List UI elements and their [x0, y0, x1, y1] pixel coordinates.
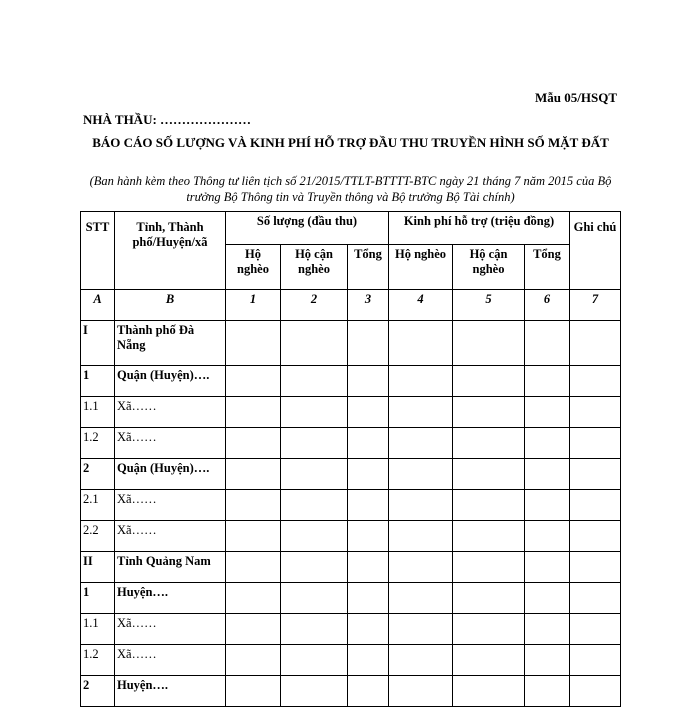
index-cell: 4 [389, 290, 453, 321]
table-cell[interactable] [525, 490, 570, 521]
table-cell[interactable] [226, 428, 281, 459]
table-cell[interactable] [570, 614, 621, 645]
table-cell[interactable] [453, 428, 525, 459]
row-name: Quận (Huyện)…. [115, 366, 226, 397]
table-cell[interactable] [453, 397, 525, 428]
table-cell[interactable] [525, 552, 570, 583]
table-cell[interactable] [226, 397, 281, 428]
table-cell[interactable] [389, 552, 453, 583]
table-cell[interactable] [348, 583, 389, 614]
table-cell[interactable] [389, 397, 453, 428]
table-row [81, 614, 621, 645]
table-cell[interactable] [281, 614, 348, 645]
row-stt: 1.2 [81, 645, 115, 676]
table-cell[interactable] [226, 676, 281, 707]
table-cell[interactable] [281, 521, 348, 552]
table-cell[interactable] [570, 521, 621, 552]
table-cell[interactable] [281, 552, 348, 583]
header-poor-funding: Hộ nghèo [389, 245, 453, 290]
row-name: Xã…… [115, 521, 226, 552]
table-cell[interactable] [570, 428, 621, 459]
report-table [80, 211, 621, 707]
document-subtitle: (Ban hành kèm theo Thông tư liên tịch số 21/2015/TTLT-BTTTT-BTC ngày 21 tháng 7 năm 2015 của Bộ trưởng Bộ Thông tin và Truyền thông và Bộ trưởng Bộ Tài chính) [89, 174, 612, 204]
table-cell[interactable] [389, 490, 453, 521]
row-name: Xã…… [115, 397, 226, 428]
table-cell[interactable] [348, 552, 389, 583]
table-cell[interactable] [348, 614, 389, 645]
table-cell[interactable] [453, 583, 525, 614]
header-total-funding: Tổng [525, 245, 570, 290]
index-cell: A [81, 290, 115, 321]
table-cell[interactable] [281, 397, 348, 428]
table-cell[interactable] [525, 521, 570, 552]
row-name: Quận (Huyện)…. [115, 459, 226, 490]
table-cell[interactable] [453, 676, 525, 707]
table-cell[interactable] [389, 645, 453, 676]
row-stt: I [81, 321, 115, 366]
table-cell[interactable] [226, 614, 281, 645]
row-name: Xã…… [115, 614, 226, 645]
table-row [81, 366, 621, 397]
table-cell[interactable] [348, 490, 389, 521]
table-cell[interactable] [348, 521, 389, 552]
table-row [81, 583, 621, 614]
index-cell: 2 [281, 290, 348, 321]
row-stt: 1.1 [81, 614, 115, 645]
table-cell[interactable] [570, 645, 621, 676]
table-cell[interactable] [453, 614, 525, 645]
table-cell[interactable] [226, 321, 281, 366]
table-cell[interactable] [281, 490, 348, 521]
table-row [81, 490, 621, 521]
row-stt: 1 [81, 366, 115, 397]
header-location: Tỉnh, Thành phố/Huyện/xã [115, 212, 226, 290]
table-cell[interactable] [525, 645, 570, 676]
table-cell[interactable] [453, 321, 525, 366]
table-cell[interactable] [570, 552, 621, 583]
table-cell[interactable] [226, 490, 281, 521]
table-cell[interactable] [348, 645, 389, 676]
table-cell[interactable] [525, 366, 570, 397]
table-cell[interactable] [453, 366, 525, 397]
header-poor: Hộ nghèo [226, 245, 281, 290]
table-cell[interactable] [389, 459, 453, 490]
table-cell[interactable] [281, 676, 348, 707]
row-name: Tỉnh Quảng Nam [115, 552, 226, 583]
table-cell[interactable] [453, 490, 525, 521]
header-near-poor-funding: Hộ cận nghèo [453, 245, 525, 290]
table-row [81, 645, 621, 676]
row-stt: II [81, 552, 115, 583]
table-cell[interactable] [389, 366, 453, 397]
index-cell: 3 [348, 290, 389, 321]
header-near-poor: Hộ cận nghèo [281, 245, 348, 290]
table-cell[interactable] [226, 583, 281, 614]
row-name: Thành phố Đà Nẵng [115, 321, 226, 366]
table-cell[interactable] [525, 459, 570, 490]
table-cell[interactable] [348, 676, 389, 707]
row-stt: 1 [81, 583, 115, 614]
document-title: BÁO CÁO SỐ LƯỢNG VÀ KINH PHÍ HỖ TRỢ ĐẦU THU TRUYỀN HÌNH SỐ MẶT ĐẤT [92, 135, 609, 150]
table-cell[interactable] [525, 614, 570, 645]
row-stt: 2 [81, 676, 115, 707]
table-cell[interactable] [453, 521, 525, 552]
table-cell[interactable] [389, 583, 453, 614]
table-cell[interactable] [389, 614, 453, 645]
table-cell[interactable] [453, 459, 525, 490]
header-total: Tổng [348, 245, 389, 290]
table-cell[interactable] [226, 521, 281, 552]
row-name: Xã…… [115, 428, 226, 459]
table-cell[interactable] [570, 676, 621, 707]
column-index-row [81, 290, 621, 321]
row-stt: 2 [81, 459, 115, 490]
table-cell[interactable] [570, 321, 621, 366]
table-cell[interactable] [226, 552, 281, 583]
table-cell[interactable] [570, 583, 621, 614]
index-cell: 6 [525, 290, 570, 321]
table-row [81, 552, 621, 583]
table-row [81, 397, 621, 428]
form-code: Mẫu 05/HSQT [535, 90, 617, 105]
table-cell[interactable] [525, 321, 570, 366]
table-cell[interactable] [570, 490, 621, 521]
table-cell[interactable] [281, 645, 348, 676]
table-cell[interactable] [525, 676, 570, 707]
table-cell[interactable] [570, 459, 621, 490]
table-cell[interactable] [525, 397, 570, 428]
index-cell: 1 [226, 290, 281, 321]
contractor-label: NHÀ THẦU: ………………… [83, 112, 252, 127]
table-row [81, 428, 621, 459]
table-cell[interactable] [389, 321, 453, 366]
table-row [81, 521, 621, 552]
header-note: Ghi chú [570, 212, 621, 290]
header-stt: STT [81, 212, 115, 290]
row-stt: 1.2 [81, 428, 115, 459]
table-cell[interactable] [525, 428, 570, 459]
row-name: Huyện…. [115, 583, 226, 614]
table-cell[interactable] [348, 321, 389, 366]
table-cell[interactable] [570, 366, 621, 397]
table-cell[interactable] [226, 366, 281, 397]
row-name: Xã…… [115, 490, 226, 521]
table-cell[interactable] [453, 645, 525, 676]
table-cell[interactable] [226, 459, 281, 490]
table-cell[interactable] [389, 428, 453, 459]
header-quantity-group: Số lượng (đầu thu) [226, 212, 389, 245]
table-row [81, 676, 621, 707]
table-cell[interactable] [348, 459, 389, 490]
table-cell[interactable] [281, 321, 348, 366]
header-funding-group: Kinh phí hỗ trợ (triệu đồng) [389, 212, 570, 245]
table-cell[interactable] [389, 521, 453, 552]
index-cell: 7 [570, 290, 621, 321]
row-name: Huyện…. [115, 676, 226, 707]
table-cell[interactable] [281, 428, 348, 459]
row-stt: 2.1 [81, 490, 115, 521]
table-cell[interactable] [281, 459, 348, 490]
row-stt: 2.2 [81, 521, 115, 552]
table-cell[interactable] [525, 583, 570, 614]
table-row [81, 459, 621, 490]
table-cell[interactable] [348, 428, 389, 459]
index-cell: B [115, 290, 226, 321]
table-row [81, 321, 621, 366]
table-cell[interactable] [570, 397, 621, 428]
table-cell[interactable] [226, 645, 281, 676]
table-cell[interactable] [281, 583, 348, 614]
table-cell[interactable] [348, 397, 389, 428]
index-cell: 5 [453, 290, 525, 321]
row-stt: 1.1 [81, 397, 115, 428]
table-cell[interactable] [281, 366, 348, 397]
table-cell[interactable] [348, 366, 389, 397]
table-cell[interactable] [389, 676, 453, 707]
row-name: Xã…… [115, 645, 226, 676]
table-cell[interactable] [453, 552, 525, 583]
